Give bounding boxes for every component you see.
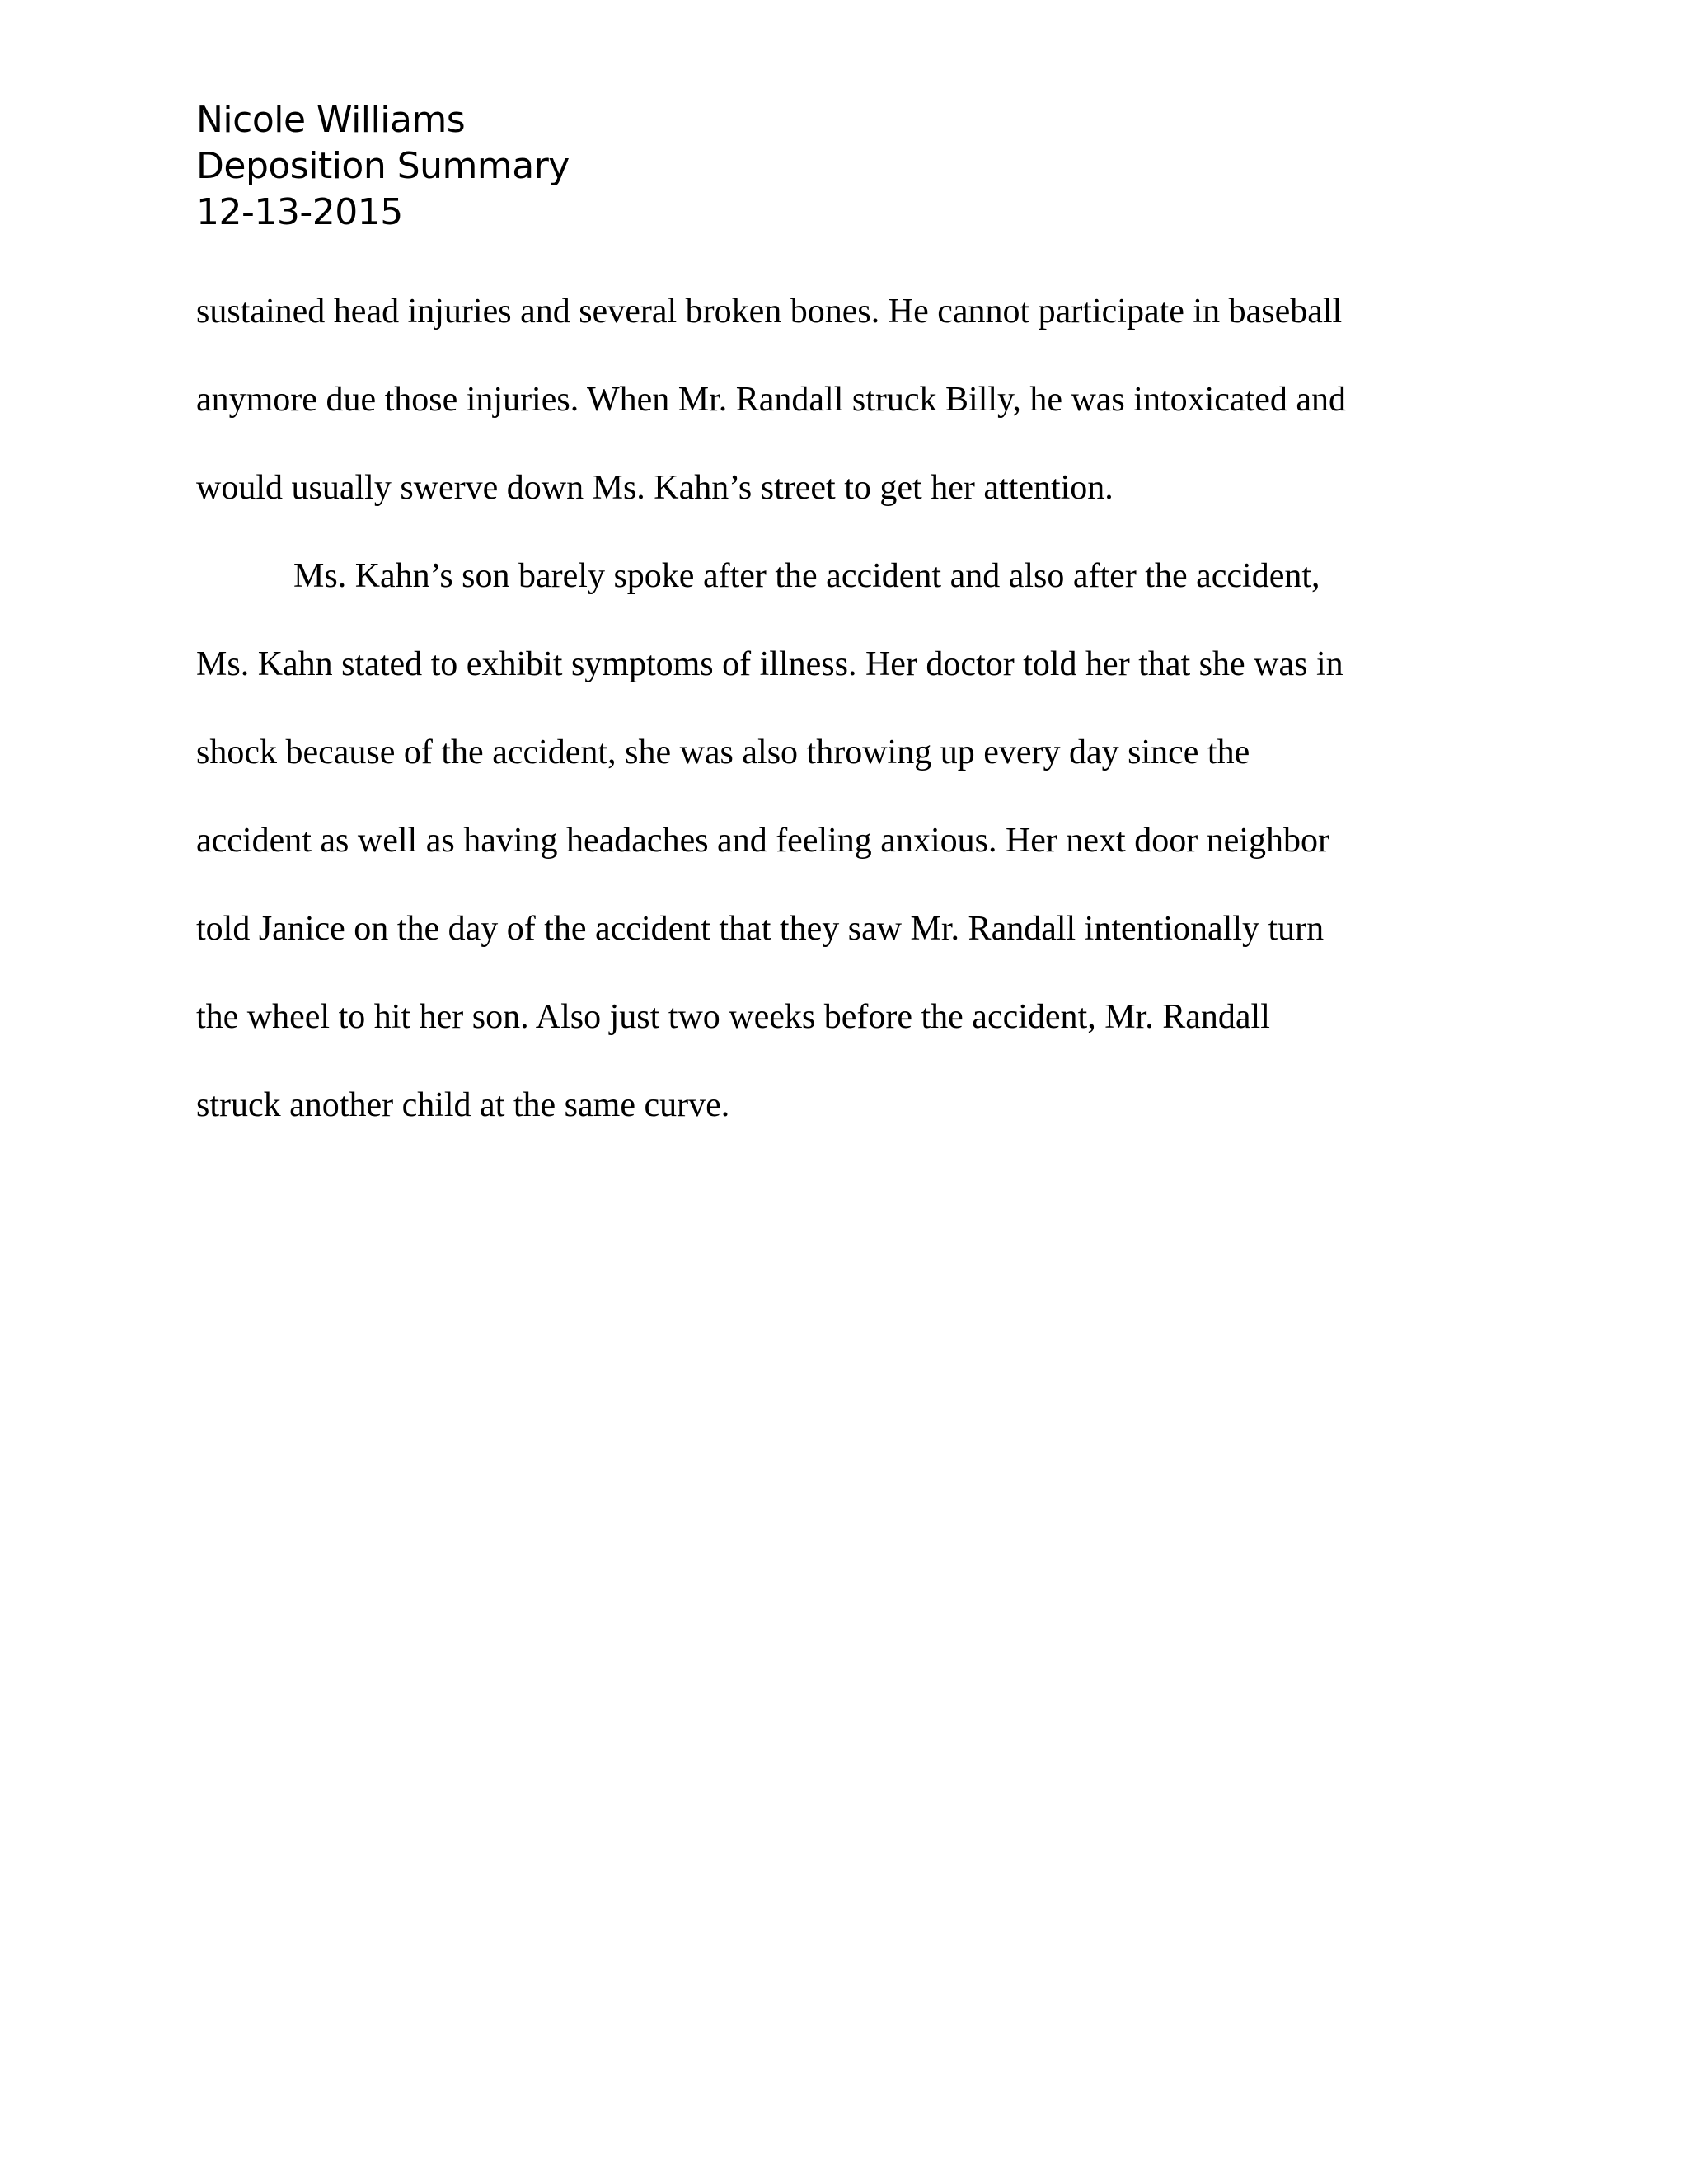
body-line: sustained head injuries and several broken bones. He cannot participate in baseball [196,293,1343,330]
body-line: Ms. Kahn stated to exhibit symptoms of illness. Her doctor told her that she was in [196,645,1343,683]
body-line: Ms. Kahn’s son barely spoke after the accident and also after the accident, [293,557,1320,595]
body-line: told Janice on the day of the accident that they saw Mr. Randall intentionally turn [196,910,1325,948]
body-line: anymore due those injuries. When Mr. Randall struck Billy, he was intoxicated and [196,381,1347,419]
author-name: Nicole Williams [196,99,466,141]
document-title: Deposition Summary [196,145,570,187]
body-line: would usually swerve down Ms. Kahn’s street to get her attention. [196,469,1114,507]
body-line: shock because of the accident, she was also throwing up every day since the [196,733,1250,771]
document-body [196,268,1346,1150]
document-date: 12-13-2015 [196,191,403,233]
body-line: the wheel to hit her son. Also just two weeks before the accident, Mr. Randall [196,998,1270,1036]
body-line: accident as well as having headaches and feeling anxious. Her next door neighbor [196,822,1330,860]
document-header [196,97,570,236]
body-line: struck another child at the same curve. [196,1086,730,1124]
